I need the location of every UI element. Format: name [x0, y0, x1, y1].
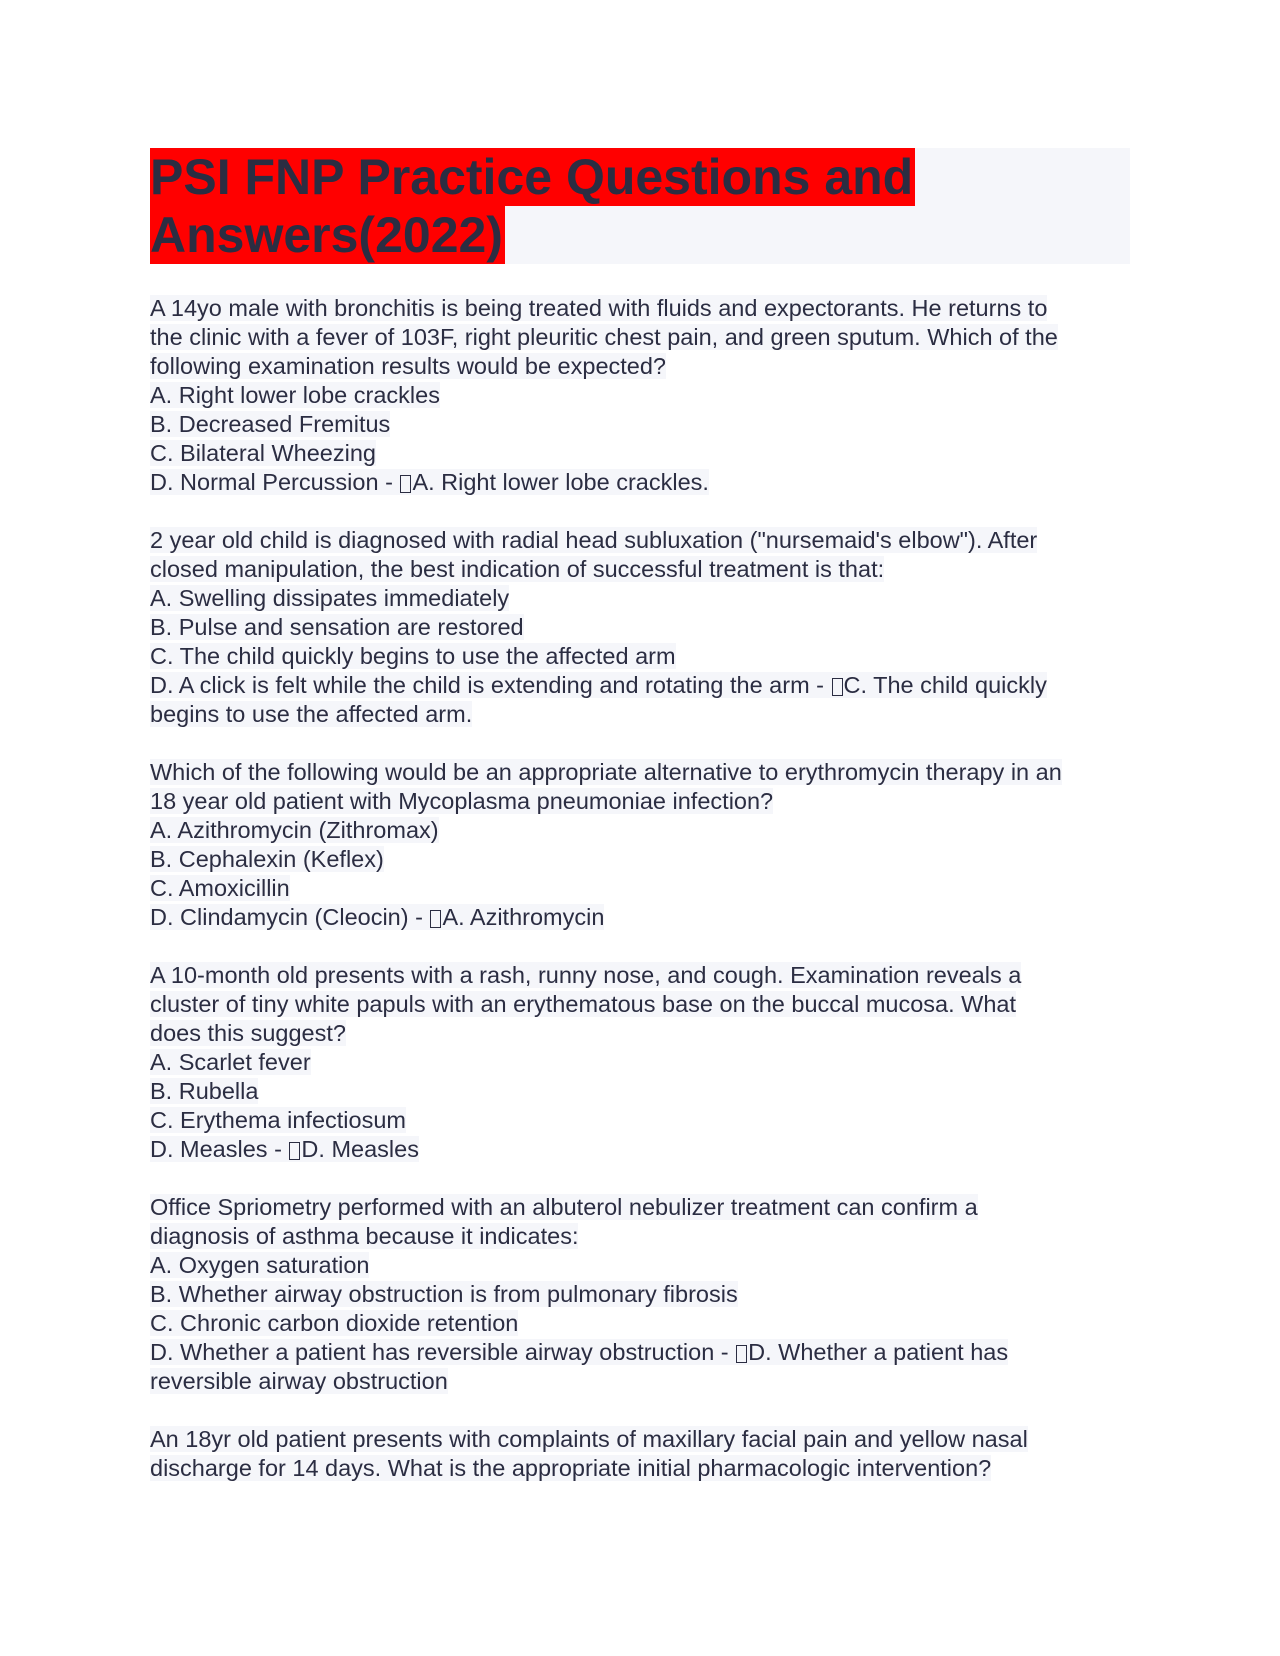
missing-glyph-icon	[832, 678, 843, 696]
question-line	[150, 874, 1130, 903]
question-text: discharge for 14 days. What is the appropriate initial pharmacologic intervention?	[150, 1455, 992, 1481]
question-line	[150, 758, 1130, 787]
title-line-2: Answers(2022)	[150, 207, 503, 263]
question-text: following examination results would be expected?	[150, 353, 667, 379]
answer-option-d: D. Clindamycin (Cleocin) -	[150, 904, 430, 930]
question-block	[150, 758, 1130, 932]
missing-glyph-icon	[430, 910, 441, 928]
question-text: A 14yo male with bronchitis is being treated with fluids and expectorants. He returns to	[150, 295, 1048, 321]
question-text: B. Pulse and sensation are restored	[150, 614, 524, 640]
correct-answer: D. Measles	[301, 1136, 419, 1162]
question-line	[150, 961, 1130, 990]
question-text: B. Decreased Fremitus	[150, 411, 391, 437]
answer-line	[150, 468, 1130, 497]
question-text: B. Whether airway obstruction is from pulmonary fibrosis	[150, 1281, 738, 1307]
question-line	[150, 352, 1130, 381]
question-line	[150, 1193, 1130, 1222]
question-text: A. Scarlet fever	[150, 1049, 311, 1075]
question-text: C. Chronic carbon dioxide retention	[150, 1310, 519, 1336]
answer-text	[150, 469, 709, 495]
question-text: A 10-month old presents with a rash, runny nose, and cough. Examination reveals a	[150, 962, 1022, 988]
question-line	[150, 787, 1130, 816]
question-block	[150, 961, 1130, 1164]
answer-option-d: D. Whether a patient has reversible airway obstruction -	[150, 1339, 736, 1365]
question-text: the clinic with a fever of 103F, right pleuritic chest pain, and green sputum. Which of the	[150, 324, 1058, 350]
question-text: A. Swelling dissipates immediately	[150, 585, 510, 611]
answer-continuation-line	[150, 1367, 1130, 1396]
question-text: B. Rubella	[150, 1078, 259, 1104]
question-text: C. Bilateral Wheezing	[150, 440, 376, 466]
question-text: A. Right lower lobe crackles	[150, 382, 440, 408]
question-text: C. Erythema infectiosum	[150, 1107, 406, 1133]
answer-line	[150, 671, 1130, 700]
answer-continuation-text: begins to use the affected arm.	[150, 701, 473, 727]
question-line	[150, 555, 1130, 584]
question-text: C. Amoxicillin	[150, 875, 290, 901]
missing-glyph-icon	[736, 1345, 747, 1363]
question-line	[150, 323, 1130, 352]
question-text: C. The child quickly begins to use the affected arm	[150, 643, 676, 669]
document-page	[150, 148, 1130, 1512]
question-line	[150, 1048, 1130, 1077]
question-text: Office Spriometry performed with an albuterol nebulizer treatment can confirm a	[150, 1194, 978, 1220]
missing-glyph-icon	[400, 475, 411, 493]
question-line	[150, 1425, 1130, 1454]
question-text: closed manipulation, the best indication of successful treatment is that:	[150, 556, 885, 582]
answer-option-d: D. Measles -	[150, 1136, 289, 1162]
question-line	[150, 381, 1130, 410]
question-block	[150, 294, 1130, 497]
question-text: A. Azithromycin (Zithromax)	[150, 817, 439, 843]
question-list	[150, 294, 1130, 1483]
question-text: does this suggest?	[150, 1020, 346, 1046]
question-text: A. Oxygen saturation	[150, 1252, 370, 1278]
question-line	[150, 1309, 1130, 1338]
question-block	[150, 1193, 1130, 1396]
correct-answer: D. Whether a patient has	[748, 1339, 1009, 1365]
answer-text	[150, 672, 1047, 698]
question-line	[150, 584, 1130, 613]
question-line	[150, 1280, 1130, 1309]
question-line	[150, 1077, 1130, 1106]
answer-text	[150, 1136, 419, 1162]
question-block	[150, 1425, 1130, 1483]
correct-answer: A. Azithromycin	[442, 904, 605, 930]
question-line	[150, 439, 1130, 468]
correct-answer: C. The child quickly	[843, 672, 1047, 698]
question-line	[150, 990, 1130, 1019]
question-line	[150, 1019, 1130, 1048]
question-text: cluster of tiny white papuls with an erythematous base on the buccal mucosa. What	[150, 991, 1017, 1017]
question-line	[150, 1106, 1130, 1135]
answer-option-d: D. Normal Percussion -	[150, 469, 400, 495]
document-title	[150, 148, 1130, 264]
answer-line	[150, 1338, 1130, 1367]
answer-continuation-text: reversible airway obstruction	[150, 1368, 448, 1394]
question-block	[150, 526, 1130, 729]
question-line	[150, 1222, 1130, 1251]
question-text: An 18yr old patient presents with complaints of maxillary facial pain and yellow nasal	[150, 1426, 1028, 1452]
question-line	[150, 613, 1130, 642]
answer-line	[150, 903, 1130, 932]
question-line	[150, 1454, 1130, 1483]
answer-option-d: D. A click is felt while the child is extending and rotating the arm -	[150, 672, 831, 698]
answer-text	[150, 904, 604, 930]
title-line-1: PSI FNP Practice Questions and	[150, 149, 914, 205]
question-line	[150, 526, 1130, 555]
question-line	[150, 642, 1130, 671]
question-line	[150, 845, 1130, 874]
answer-line	[150, 1135, 1130, 1164]
answer-text	[150, 1339, 1008, 1365]
answer-continuation-line	[150, 700, 1130, 729]
missing-glyph-icon	[289, 1142, 300, 1160]
question-line	[150, 410, 1130, 439]
question-text: Which of the following would be an appropriate alternative to erythromycin therapy in an	[150, 759, 1062, 785]
question-text: B. Cephalexin (Keflex)	[150, 846, 384, 872]
question-text: diagnosis of asthma because it indicates:	[150, 1223, 579, 1249]
question-line	[150, 294, 1130, 323]
question-line	[150, 816, 1130, 845]
correct-answer: A. Right lower lobe crackles.	[412, 469, 709, 495]
question-text: 2 year old child is diagnosed with radial head subluxation ("nursemaid's elbow"). After	[150, 527, 1038, 553]
question-text: 18 year old patient with Mycoplasma pneumoniae infection?	[150, 788, 774, 814]
question-line	[150, 1251, 1130, 1280]
